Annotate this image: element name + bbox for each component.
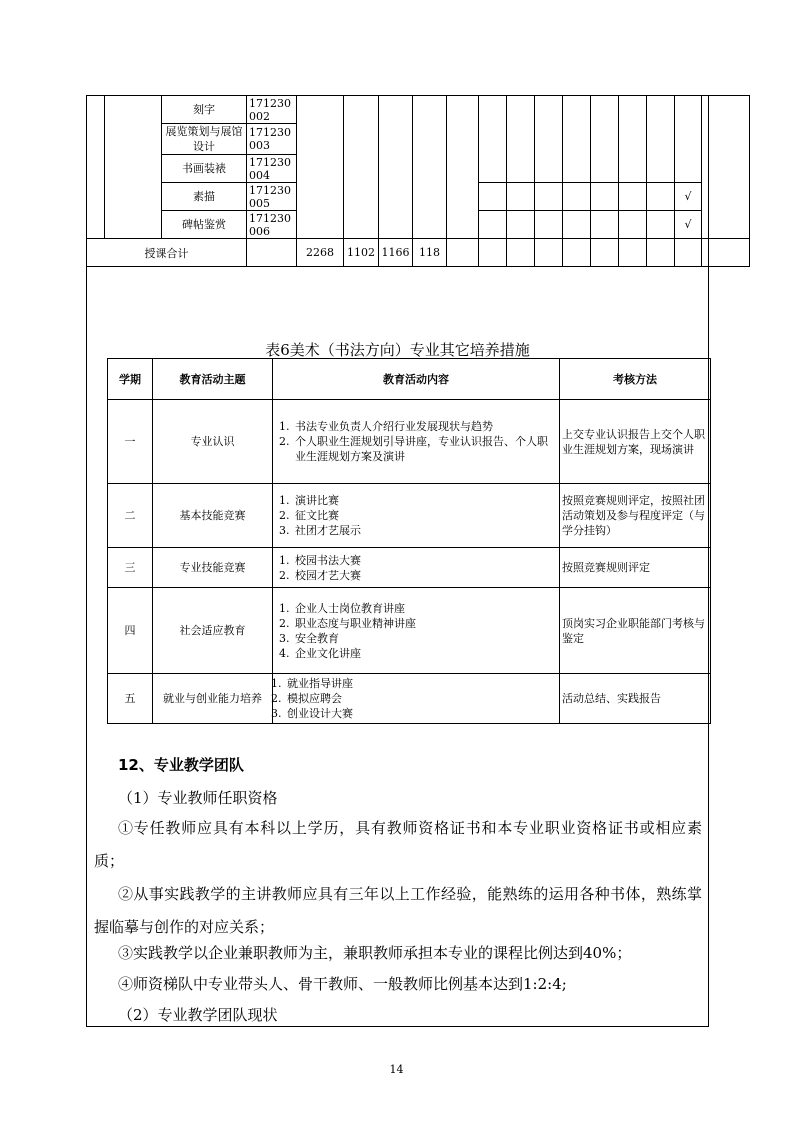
- assess: 上交专业认识报告上交个人职业生涯规划方案，现场演讲: [560, 400, 711, 484]
- theme: 专业技能竞赛: [153, 548, 273, 588]
- course-code: 171230 005: [247, 183, 297, 211]
- table-row: [108, 674, 711, 724]
- term: 三: [108, 548, 153, 588]
- theme: 就业与创业能力培养: [153, 674, 273, 724]
- term: 五: [108, 674, 153, 724]
- content-item: 2. 职业态度与职业精神讲座: [293, 616, 557, 631]
- content: [273, 484, 560, 548]
- course-name: 碑帖鉴赏: [162, 211, 247, 239]
- content-item: 3. 社团才艺展示: [293, 523, 557, 538]
- table-row: [108, 400, 711, 484]
- table-row: [108, 484, 711, 548]
- total-value: 118: [413, 239, 447, 267]
- content-item: 1. 企业人士岗位教育讲座: [293, 601, 557, 616]
- term: 四: [108, 588, 153, 674]
- table-row: [87, 96, 750, 124]
- category-blank: [105, 96, 162, 239]
- header-assess: 考核方法: [560, 359, 711, 400]
- content-item: 3. 安全教育: [293, 631, 557, 646]
- content-item: 1. 书法专业负责人介绍行业发展现状与趋势: [293, 419, 557, 434]
- course-name: 书画装裱: [162, 155, 247, 183]
- content: [273, 400, 560, 484]
- course-name: 素描: [162, 183, 247, 211]
- total-value: 1166: [379, 239, 413, 267]
- content-item: 2. 征文比赛: [293, 508, 557, 523]
- paragraph: ④师资梯队中专业带头人、骨干教师、一般教师比例基本达到1:2:4;: [118, 975, 567, 993]
- total-label: 授课合计: [87, 239, 247, 267]
- theme: 社会适应教育: [153, 588, 273, 674]
- content-item: 2. 个人职业生涯规划引导讲座，专业认识报告、个人职业生涯规划方案及演讲: [293, 434, 557, 464]
- header-theme: 教育活动主题: [153, 359, 273, 400]
- page-number: 14: [389, 1063, 404, 1076]
- content-item: 1. 演讲比赛: [293, 493, 557, 508]
- header-term: 学期: [108, 359, 153, 400]
- term: 一: [108, 400, 153, 484]
- content: [273, 588, 560, 674]
- course-code: 171230 006: [247, 211, 297, 239]
- total-value: 1102: [344, 239, 379, 267]
- table-row: [108, 588, 711, 674]
- check-mark: √: [675, 183, 702, 211]
- theme: 基本技能竞赛: [153, 484, 273, 548]
- content-item: 1. 就业指导讲座: [285, 676, 557, 691]
- assess: 顶岗实习企业职能部门考核与鉴定: [560, 588, 711, 674]
- table6-header: [108, 359, 711, 400]
- content-item: 2. 模拟应聘会: [285, 691, 557, 706]
- content-item: 4. 企业文化讲座: [293, 646, 557, 661]
- assess: 按照竞赛规则评定，按照社团活动策划及参与程度评定（与学分挂钩）: [560, 484, 711, 548]
- term: 二: [108, 484, 153, 548]
- assess: 按照竞赛规则评定: [560, 548, 711, 588]
- table6-title: 表6美术（书法方向）专业其它培养措施: [265, 341, 530, 359]
- course-name: 刻字: [162, 96, 247, 124]
- course-table: [86, 95, 750, 267]
- check-mark: √: [675, 211, 702, 239]
- theme: 专业认识: [153, 400, 273, 484]
- table-row: [108, 548, 711, 588]
- content-item: 2. 校园才艺大赛: [293, 568, 557, 583]
- content-item: 1. 校园书法大赛: [293, 553, 557, 568]
- total-row: [87, 239, 750, 267]
- content: [273, 674, 560, 724]
- course-code: 171230 003: [247, 124, 297, 155]
- paragraph: ①专任教师应具有本科以上学历，具有教师资格证书和本专业职业资格证书或相应素质；: [94, 819, 702, 870]
- assess: 活动总结、实践报告: [560, 674, 711, 724]
- course-code: 171230 002: [247, 96, 297, 124]
- total-value: 2268: [297, 239, 344, 267]
- header-content: 教育活动内容: [273, 359, 560, 400]
- table6: [107, 358, 711, 724]
- subheading: （1）专业教师任职资格: [118, 789, 278, 807]
- section-heading: 12、专业教学团队: [118, 756, 244, 774]
- left-blank: [87, 96, 105, 239]
- subheading: （2）专业教学团队现状: [118, 1006, 278, 1024]
- content: [273, 548, 560, 588]
- course-code: 171230 004: [247, 155, 297, 183]
- course-name: 展览策划与展馆设计: [162, 124, 247, 155]
- paragraph: ③实践教学以企业兼职教师为主，兼职教师承担本专业的课程比例达到40%；: [118, 944, 632, 962]
- content-item: 3. 创业设计大赛: [285, 706, 557, 721]
- paragraph: ②从事实践教学的主讲教师应具有三年以上工作经验，能熟练的运用各种书体，熟练掌握临摹与创作的对应关系；: [94, 885, 702, 936]
